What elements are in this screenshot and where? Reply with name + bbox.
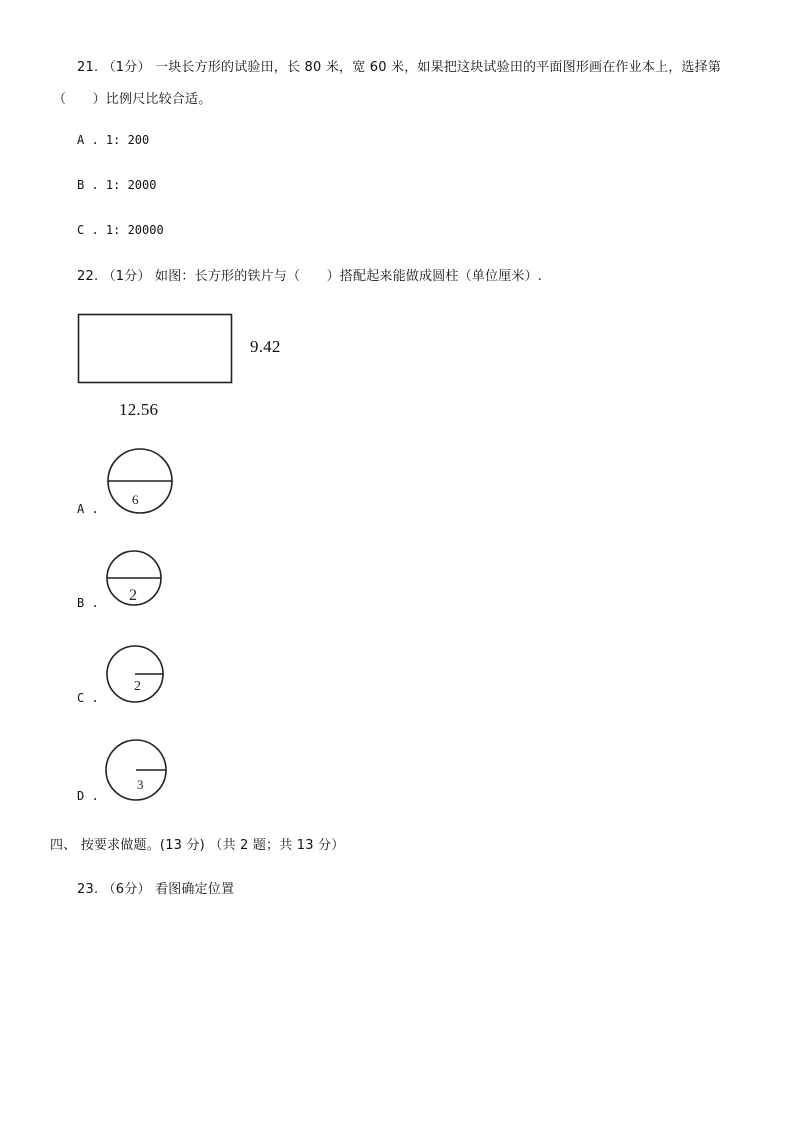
q23-stem: 23. （6分） 看图确定位置 <box>77 882 235 897</box>
q21-option-a[interactable]: A . 1: 200 <box>77 133 150 147</box>
q21-option-b[interactable]: B . 1: 2000 <box>77 178 157 192</box>
circle-radius-icon <box>104 643 166 705</box>
q21-option-c[interactable]: C . 1: 20000 <box>77 223 164 237</box>
q22-option-d-label[interactable]: D . <box>77 789 99 803</box>
q22-option-d-figure[interactable] <box>104 738 170 808</box>
circle-c-label: 2 <box>134 679 141 694</box>
q22-stem: 22. （1分） 如图：长方形的铁片与（ ）搭配起来能做成圆柱（单位厘米）. <box>77 269 543 284</box>
circle-d-label: 3 <box>137 777 144 792</box>
q22-option-a-figure[interactable] <box>106 446 176 520</box>
q21-stem-line1: 21. （1分） 一块长方形的试验田，长 80 米，宽 60 米，如果把这块试验田的平面图形画在作业本上，选择第 <box>77 60 722 75</box>
rect-width-label: 12.56 <box>119 400 159 419</box>
section-4-heading: 四、 按要求做题。(13 分) （共 2 题；共 13 分） <box>50 838 345 853</box>
q22-option-b-label[interactable]: B . <box>77 596 99 610</box>
rect-height-label: 9.42 <box>250 337 281 356</box>
circle-a-label: 6 <box>132 492 139 507</box>
circle-radius-icon <box>104 738 170 804</box>
circle-b-label: 2 <box>129 587 137 604</box>
q22-option-a-label[interactable]: A . <box>77 502 99 516</box>
circle-diameter-icon <box>106 548 166 608</box>
q21-stem-line2: （ ）比例尺比较合适。 <box>53 92 212 107</box>
q22-option-c-label[interactable]: C . <box>77 691 99 705</box>
q22-option-b-figure[interactable] <box>106 548 166 612</box>
q22-rectangle-figure <box>76 312 236 386</box>
circle-diameter-icon <box>106 446 176 516</box>
q22-option-c-figure[interactable] <box>104 643 166 709</box>
iron-sheet-rectangle <box>76 312 236 386</box>
